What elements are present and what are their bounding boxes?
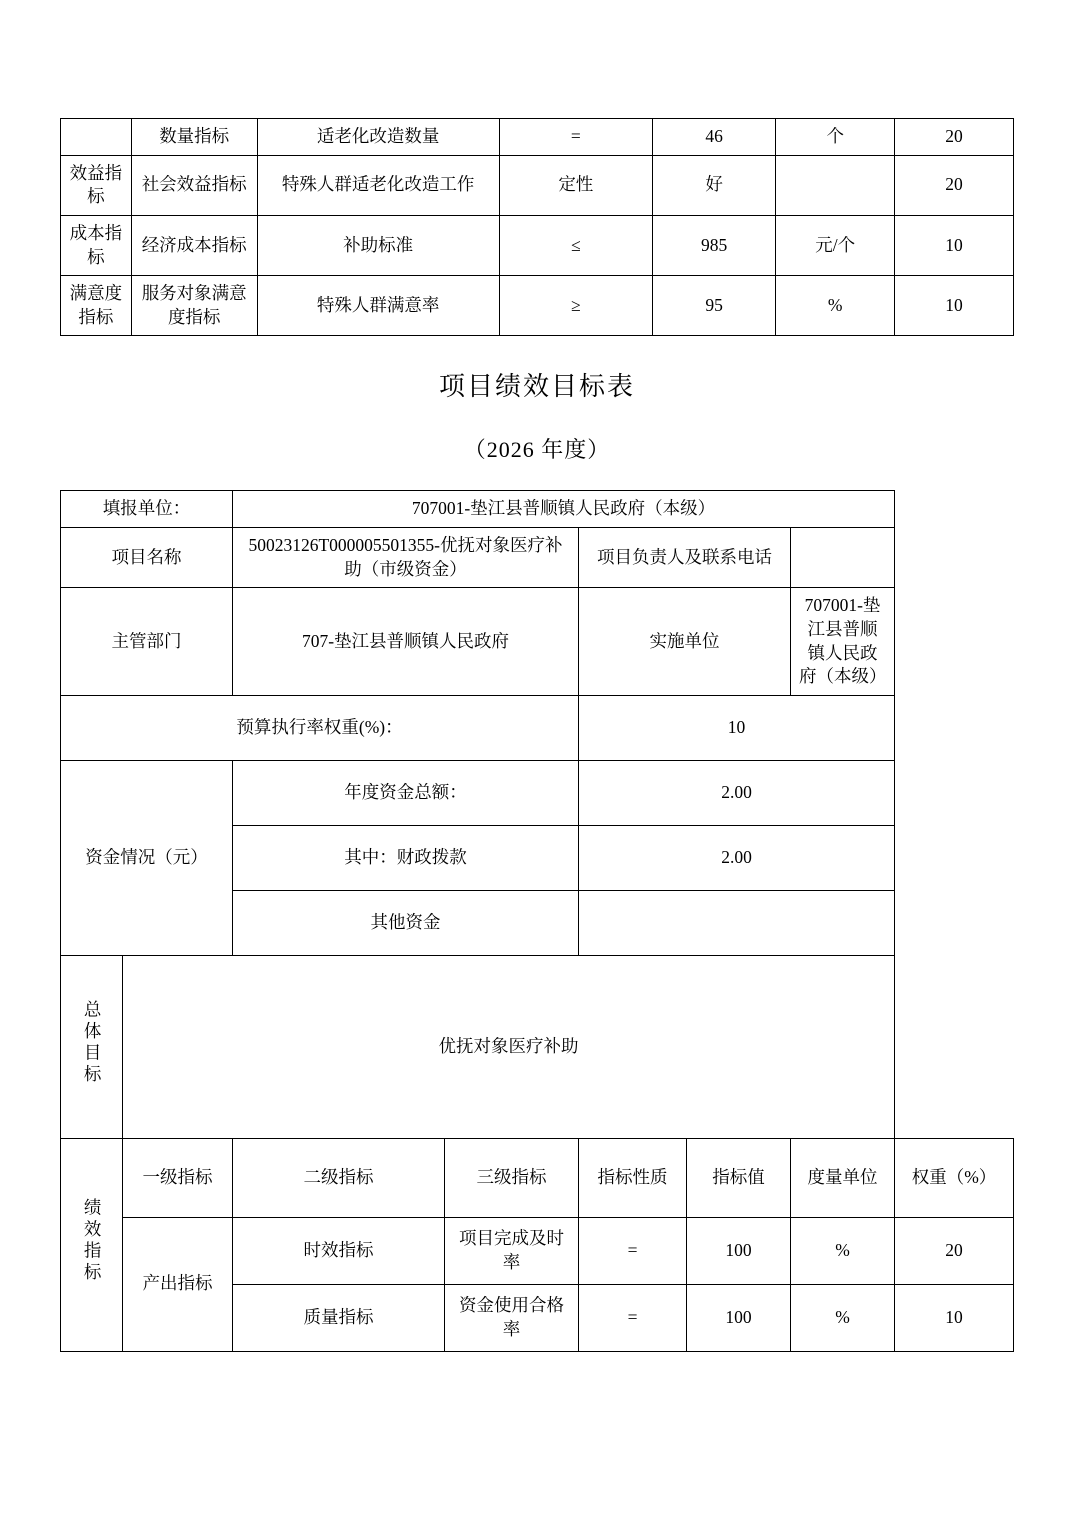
header-nature: 指标性质 [579,1138,687,1217]
funds-row-total [61,760,1014,825]
department-label: 主管部门 [61,588,233,696]
table-row [61,155,1014,215]
filler-unit-label: 填报单位： [61,491,233,528]
funds-fiscal-label: 其中：财政拨款 [233,825,579,890]
perf-indicator-label: 绩效指标 [61,1138,123,1351]
overall-goal-row [61,955,1014,1138]
value-cell: 100 [687,1284,791,1351]
header-value: 指标值 [687,1138,791,1217]
funds-total-value: 2.00 [579,760,895,825]
project-owner-label: 项目负责人及联系电话 [579,528,791,588]
table-row [61,215,1014,275]
value-cell: 95 [652,276,775,336]
level1-cell: 产出指标 [123,1217,233,1351]
nature-cell: 定性 [499,155,652,215]
level2-cell: 社会效益指标 [131,155,257,215]
weight-cell: 20 [895,155,1014,215]
perf-header-row [61,1138,1014,1217]
funds-total-label: 年度资金总额： [233,760,579,825]
project-name-row [61,528,1014,588]
weight-cell: 10 [895,1284,1014,1351]
header-level2: 二级指标 [233,1138,445,1217]
level3-cell: 适老化改造数量 [257,119,499,156]
level2-cell: 时效指标 [233,1217,445,1284]
performance-indicator-table-top [60,118,1014,336]
level3-cell: 特殊人群适老化改造工作 [257,155,499,215]
weight-cell: 10 [895,215,1014,275]
value-cell: 好 [652,155,775,215]
table-row [61,119,1014,156]
overall-goal-value: 优抚对象医疗补助 [123,955,895,1138]
unit-cell: % [776,276,895,336]
implementing-unit-label: 实施单位 [579,588,791,696]
unit-cell: 元/个 [776,215,895,275]
funds-other-value [579,890,895,955]
level2-cell: 服务对象满意度指标 [131,276,257,336]
value-cell: 985 [652,215,775,275]
title-block [60,366,1014,464]
level1-cell: 效益指标 [61,155,132,215]
level3-cell: 特殊人群满意率 [257,276,499,336]
filler-unit-value: 707001-垫江县普顺镇人民政府（本级） [233,491,895,528]
header-level1: 一级指标 [123,1138,233,1217]
level1-cell [61,119,132,156]
nature-cell: = [499,119,652,156]
level3-cell: 项目完成及时率 [445,1217,579,1284]
header-unit: 度量单位 [791,1138,895,1217]
level2-cell: 数量指标 [131,119,257,156]
header-weight: 权重（%） [895,1138,1014,1217]
header-level3: 三级指标 [445,1138,579,1217]
implementing-unit-value: 707001-垫江县普顺镇人民政府（本级） [791,588,895,696]
department-row [61,588,1014,696]
project-owner-value [791,528,895,588]
level3-cell: 资金使用合格率 [445,1284,579,1351]
project-name-label: 项目名称 [61,528,233,588]
department-value: 707-垫江县普顺镇人民政府 [233,588,579,696]
level2-cell: 经济成本指标 [131,215,257,275]
budget-rate-row [61,695,1014,760]
filler-row [61,491,1014,528]
level2-cell: 质量指标 [233,1284,445,1351]
page-title: 项目绩效目标表 [438,372,635,402]
project-name-value: 50023126T000005501355-优抚对象医疗补助（市级资金） [233,528,579,588]
table-row [61,1217,1014,1284]
page-subtitle: （2026 年度） [463,437,611,463]
value-cell: 100 [687,1217,791,1284]
nature-cell: ≤ [499,215,652,275]
value-cell: 46 [652,119,775,156]
unit-cell: % [791,1217,895,1284]
weight-cell: 20 [895,1217,1014,1284]
level3-cell: 补助标准 [257,215,499,275]
nature-cell: = [579,1284,687,1351]
unit-cell [776,155,895,215]
level1-cell: 成本指标 [61,215,132,275]
funds-label: 资金情况（元） [61,760,233,955]
budget-rate-value: 10 [579,695,895,760]
funds-fiscal-value: 2.00 [579,825,895,890]
overall-goal-label: 总体目标 [61,955,123,1138]
project-performance-form [60,490,1014,1351]
budget-rate-label: 预算执行率权重(%)： [61,695,579,760]
table-row [61,276,1014,336]
nature-cell: ≥ [499,276,652,336]
weight-cell: 20 [895,119,1014,156]
unit-cell: 个 [776,119,895,156]
unit-cell: % [791,1284,895,1351]
nature-cell: = [579,1217,687,1284]
funds-other-label: 其他资金 [233,890,579,955]
level1-cell: 满意度指标 [61,276,132,336]
weight-cell: 10 [895,276,1014,336]
